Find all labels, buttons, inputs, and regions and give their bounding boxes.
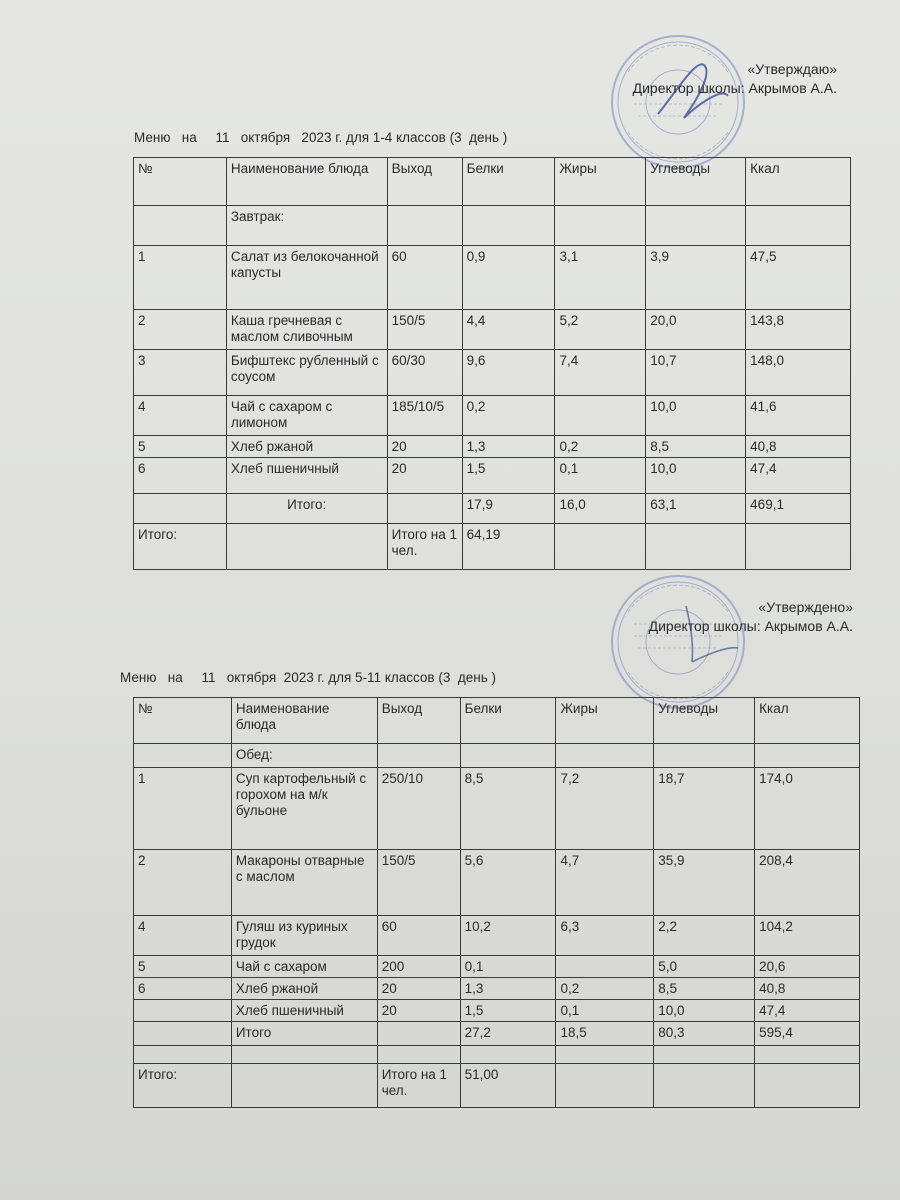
- cell-yield: 200: [377, 956, 460, 978]
- header-cell: Ккал: [746, 158, 851, 206]
- cell-carbs: 18,7: [654, 768, 755, 850]
- table-row: [134, 850, 860, 916]
- header-cell: Выход: [377, 698, 460, 744]
- header-cell: Наименование блюда: [231, 698, 377, 744]
- cell-kcal: 47,4: [755, 1000, 860, 1022]
- header-cell: Углеводы: [654, 698, 755, 744]
- cell-number: 6: [134, 458, 227, 494]
- header-cell: Белки: [460, 698, 556, 744]
- approval-block: [633, 60, 837, 98]
- table-row: [134, 396, 851, 436]
- header-cell: Жиры: [555, 158, 646, 206]
- subtotal-carbs: 80,3: [654, 1022, 755, 1046]
- cell-kcal: 208,4: [755, 850, 860, 916]
- section-row: [134, 744, 860, 768]
- empty-row: [134, 1046, 860, 1064]
- cell-kcal: 20,6: [755, 956, 860, 978]
- cell-number: [134, 1000, 232, 1022]
- cell-dish: Каша гречневая с маслом сливочным: [226, 310, 387, 350]
- section-row: [134, 206, 851, 246]
- cell-yield: 150/5: [377, 850, 460, 916]
- menu-heading: Меню на 11 октября 2023 г. для 5-11 классов (3 день ): [120, 670, 496, 685]
- cell-dish: Хлеб пшеничный: [231, 1000, 377, 1022]
- header-cell: Углеводы: [646, 158, 746, 206]
- cell-yield: 20: [387, 458, 462, 494]
- cell-dish: Чай с сахаром: [231, 956, 377, 978]
- cell-fat: 0,1: [555, 458, 646, 494]
- total-label: Итого:: [134, 1064, 232, 1108]
- cell-fat: 3,1: [555, 246, 646, 310]
- cell-protein: 0,2: [462, 396, 555, 436]
- cell-yield: 20: [387, 436, 462, 458]
- cell-fat: 7,2: [556, 768, 654, 850]
- cell-kcal: 47,4: [746, 458, 851, 494]
- cell-protein: 8,5: [460, 768, 556, 850]
- header-cell: №: [134, 698, 232, 744]
- header-cell: Белки: [462, 158, 555, 206]
- menu-table-1-4: [133, 157, 851, 570]
- cell-yield: 185/10/5: [387, 396, 462, 436]
- cell-number: 5: [134, 956, 232, 978]
- table-row: [134, 956, 860, 978]
- cell-yield: 20: [377, 1000, 460, 1022]
- cell-fat: 0,2: [556, 978, 654, 1000]
- cell-yield: 60: [387, 246, 462, 310]
- menu-heading: Меню на 11 октября 2023 г. для 1-4 классов (3 день ): [134, 130, 508, 145]
- table-row: [134, 310, 851, 350]
- cell-fat: [555, 396, 646, 436]
- cell-protein: 0,9: [462, 246, 555, 310]
- cell-yield: 60/30: [387, 350, 462, 396]
- table-row: [134, 978, 860, 1000]
- table-row: [134, 246, 851, 310]
- cell-fat: 0,1: [556, 1000, 654, 1022]
- cell-number: 1: [134, 768, 232, 850]
- cell-protein: 9,6: [462, 350, 555, 396]
- table-row: [134, 768, 860, 850]
- cell-carbs: 10,0: [646, 396, 746, 436]
- cell-carbs: 10,0: [654, 1000, 755, 1022]
- cell-protein: 5,6: [460, 850, 556, 916]
- per-person-value: 64,19: [462, 524, 555, 570]
- approval-title: «Утверждаю»: [747, 61, 837, 77]
- cell-kcal: 40,8: [755, 978, 860, 1000]
- cell-fat: 7,4: [555, 350, 646, 396]
- subtotal-row: [134, 1022, 860, 1046]
- header-cell: Выход: [387, 158, 462, 206]
- cell-dish: Хлеб ржаной: [231, 978, 377, 1000]
- cell-carbs: 20,0: [646, 310, 746, 350]
- table-row: [134, 1000, 860, 1022]
- header-cell: №: [134, 158, 227, 206]
- cell-kcal: 148,0: [746, 350, 851, 396]
- cell-dish: Макароны отварные с маслом: [231, 850, 377, 916]
- per-person-label: Итого на 1 чел.: [377, 1064, 460, 1108]
- cell-number: 5: [134, 436, 227, 458]
- cell-carbs: 2,2: [654, 916, 755, 956]
- menu-table-5-11: [133, 697, 860, 1108]
- cell-protein: 1,3: [460, 978, 556, 1000]
- cell-number: 2: [134, 310, 227, 350]
- cell-dish: Бифштекс рубленный с соусом: [226, 350, 387, 396]
- table-header-row: [134, 158, 851, 206]
- cell-number: 4: [134, 916, 232, 956]
- subtotal-label: Итого: [231, 1022, 377, 1046]
- cell-protein: 1,5: [462, 458, 555, 494]
- cell-number: 1: [134, 246, 227, 310]
- cell-dish: Гуляш из куриных грудок: [231, 916, 377, 956]
- cell-fat: 4,7: [556, 850, 654, 916]
- table-row: [134, 350, 851, 396]
- cell-number: 4: [134, 396, 227, 436]
- cell-number: 2: [134, 850, 232, 916]
- subtotal-label: Итого:: [226, 494, 387, 524]
- cell-fat: 5,2: [555, 310, 646, 350]
- cell-kcal: 104,2: [755, 916, 860, 956]
- cell-protein: 1,5: [460, 1000, 556, 1022]
- subtotal-fat: 16,0: [555, 494, 646, 524]
- approval-block: [649, 598, 853, 636]
- cell-fat: 0,2: [555, 436, 646, 458]
- cell-carbs: 10,7: [646, 350, 746, 396]
- table-row: [134, 916, 860, 956]
- approval-title: «Утверждено»: [758, 599, 853, 615]
- subtotal-protein: 27,2: [460, 1022, 556, 1046]
- section-label: Обед:: [231, 744, 377, 768]
- cell-number: 6: [134, 978, 232, 1000]
- cell-yield: 60: [377, 916, 460, 956]
- cell-protein: 1,3: [462, 436, 555, 458]
- subtotal-fat: 18,5: [556, 1022, 654, 1046]
- approval-director: Директор школы: Акрымов А.А.: [632, 80, 837, 96]
- cell-yield: 250/10: [377, 768, 460, 850]
- cell-dish: Салат из белокочанной капусты: [226, 246, 387, 310]
- cell-kcal: 47,5: [746, 246, 851, 310]
- subtotal-kcal: 595,4: [755, 1022, 860, 1046]
- cell-dish: Чай с сахаром с лимоном: [226, 396, 387, 436]
- cell-carbs: 5,0: [654, 956, 755, 978]
- subtotal-carbs: 63,1: [646, 494, 746, 524]
- table-row: [134, 436, 851, 458]
- cell-carbs: 3,9: [646, 246, 746, 310]
- cell-number: 3: [134, 350, 227, 396]
- cell-dish: Суп картофельный с горохом на м/к бульоне: [231, 768, 377, 850]
- cell-protein: 0,1: [460, 956, 556, 978]
- cell-dish: Хлеб пшеничный: [226, 458, 387, 494]
- cell-dish: Хлеб ржаной: [226, 436, 387, 458]
- cell-kcal: 40,8: [746, 436, 851, 458]
- subtotal-kcal: 469,1: [746, 494, 851, 524]
- total-row: [134, 1064, 860, 1108]
- cell-protein: 10,2: [460, 916, 556, 956]
- header-cell: Наименование блюда: [226, 158, 387, 206]
- per-person-value: 51,00: [460, 1064, 556, 1108]
- cell-protein: 4,4: [462, 310, 555, 350]
- approval-director: Директор школы: Акрымов А.А.: [648, 618, 853, 634]
- cell-carbs: 8,5: [654, 978, 755, 1000]
- cell-kcal: 174,0: [755, 768, 860, 850]
- subtotal-row: [134, 494, 851, 524]
- cell-fat: [556, 956, 654, 978]
- cell-carbs: 10,0: [646, 458, 746, 494]
- cell-kcal: 41,6: [746, 396, 851, 436]
- table-row: [134, 458, 851, 494]
- cell-kcal: 143,8: [746, 310, 851, 350]
- cell-yield: 20: [377, 978, 460, 1000]
- header-cell: Ккал: [755, 698, 860, 744]
- cell-carbs: 35,9: [654, 850, 755, 916]
- total-row: [134, 524, 851, 570]
- table-header-row: [134, 698, 860, 744]
- cell-carbs: 8,5: [646, 436, 746, 458]
- per-person-label: Итого на 1 чел.: [387, 524, 462, 570]
- section-label: Завтрак:: [226, 206, 387, 246]
- header-cell: Жиры: [556, 698, 654, 744]
- cell-fat: 6,3: [556, 916, 654, 956]
- cell-yield: 150/5: [387, 310, 462, 350]
- subtotal-protein: 17,9: [462, 494, 555, 524]
- total-label: Итого:: [134, 524, 227, 570]
